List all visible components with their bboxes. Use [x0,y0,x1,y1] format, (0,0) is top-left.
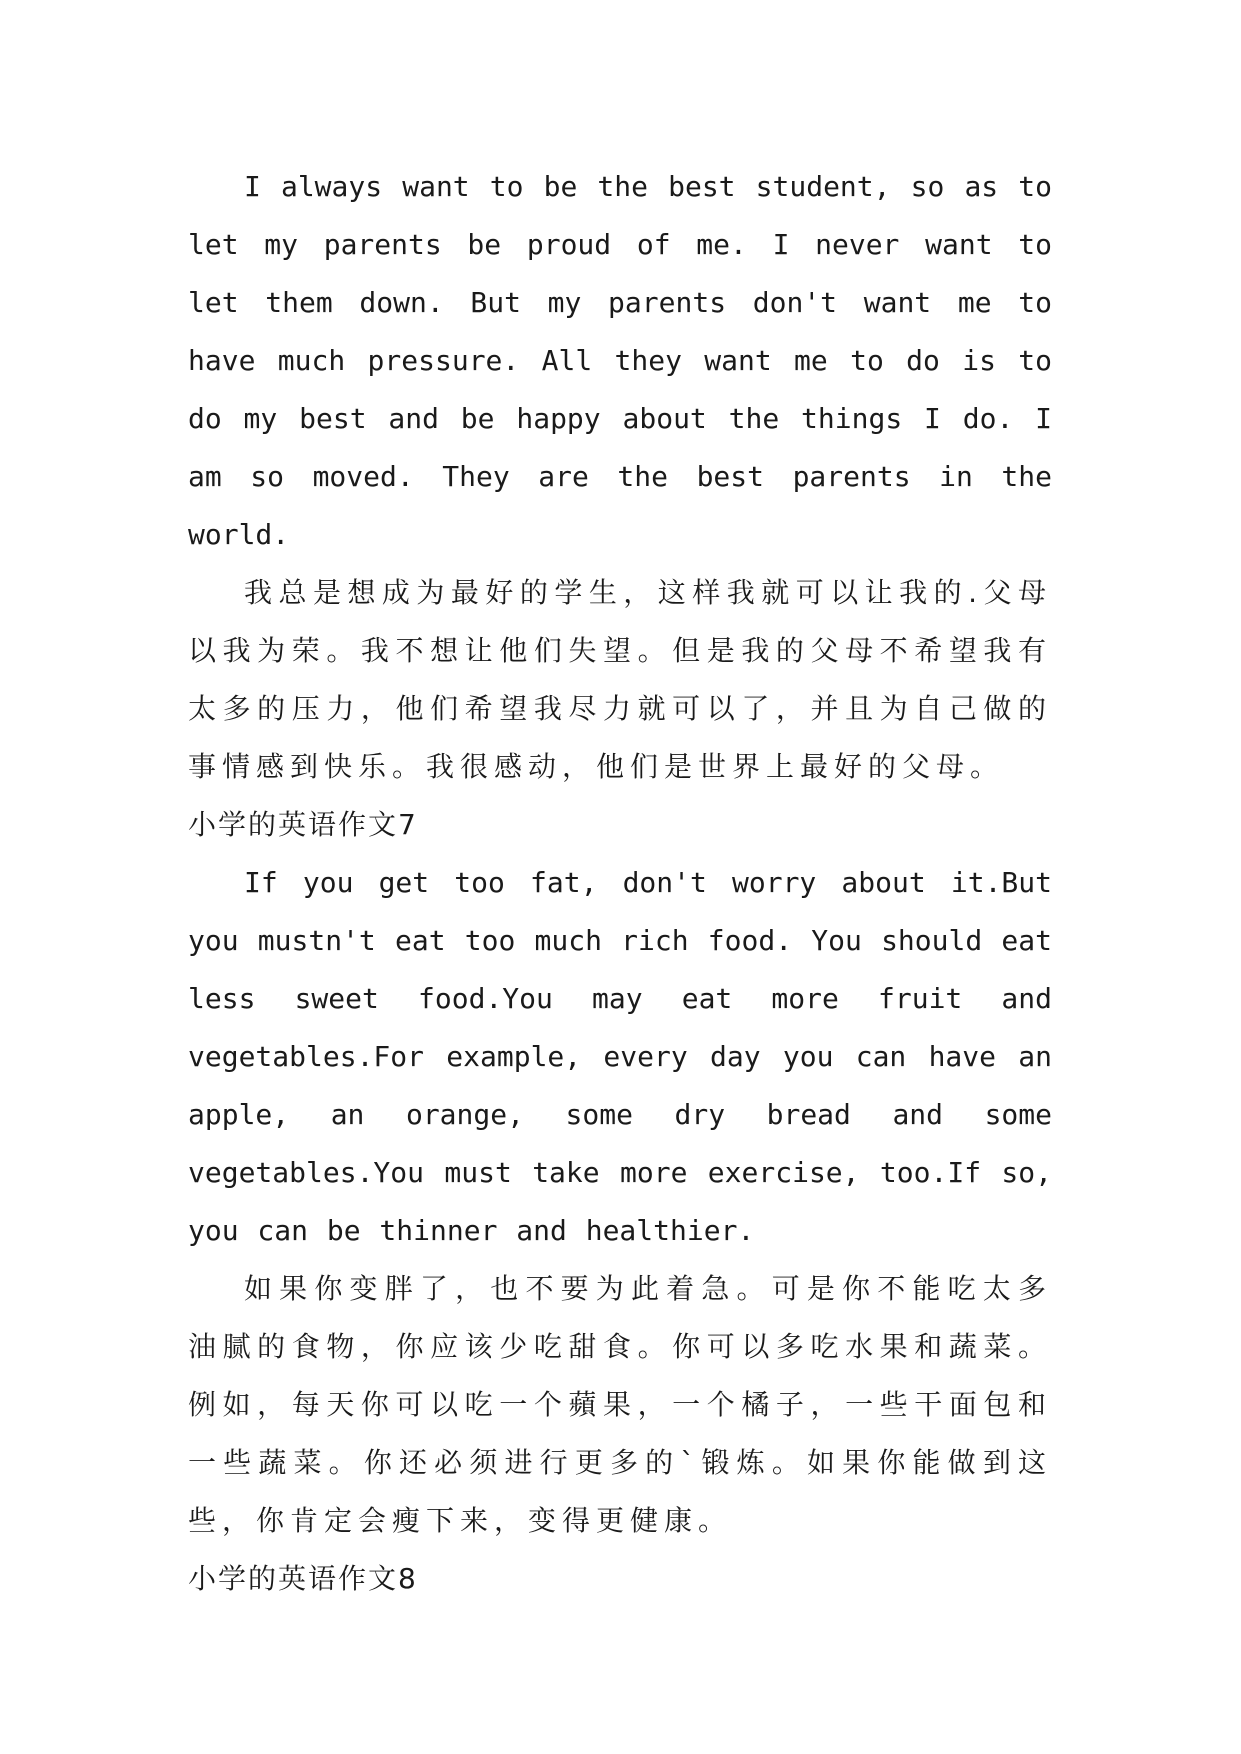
paragraph-english-2: If you get too fat, don't worry about it.But you mustn't eat too much rich food. You should eat less sweet food.You may eat more fruit and vegetables.For example, every day you can have an apple, an orange, some dry bread and some vegetables.You must take more exercise, too.If so, you can be thinner and healthier. [188,866,1052,1247]
paragraph-english-1: I always want to be the best student, so as to let my parents be proud of me. I never want to let them down. But my parents don't want me to have much pressure. All they want me to do is to do my best and be happy about the things I do. I am so moved. They are the best parents in the world. [188,170,1052,551]
paragraph-chinese-2: 如果你变胖了，也不要为此着急。可是你不能吃太多油腻的食物，你应该少吃甜食。你可以多吃水果和蔬菜。例如，每天你可以吃一个蘋果，一个橘子，一些干面包和一些蔬菜。你还必须进行更多的`锻炼。如果你能做到这些，你肯定会瘦下来，变得更健康。 [188,1272,1052,1537]
section-heading-7: 小学的英语作文7 [188,808,418,841]
section-heading-8: 小学的英语作文8 [188,1562,418,1595]
document-body [188,158,1052,1608]
paragraph-chinese-1: 我总是想成为最好的学生，这样我就可以让我的.父母以我为荣。我不想让他们失望。但是我的父母不希望我有太多的压力，他们希望我尽力就可以了，并且为自己做的事情感到快乐。我很感动，他们是世界上最好的父母。 [188,576,1052,783]
